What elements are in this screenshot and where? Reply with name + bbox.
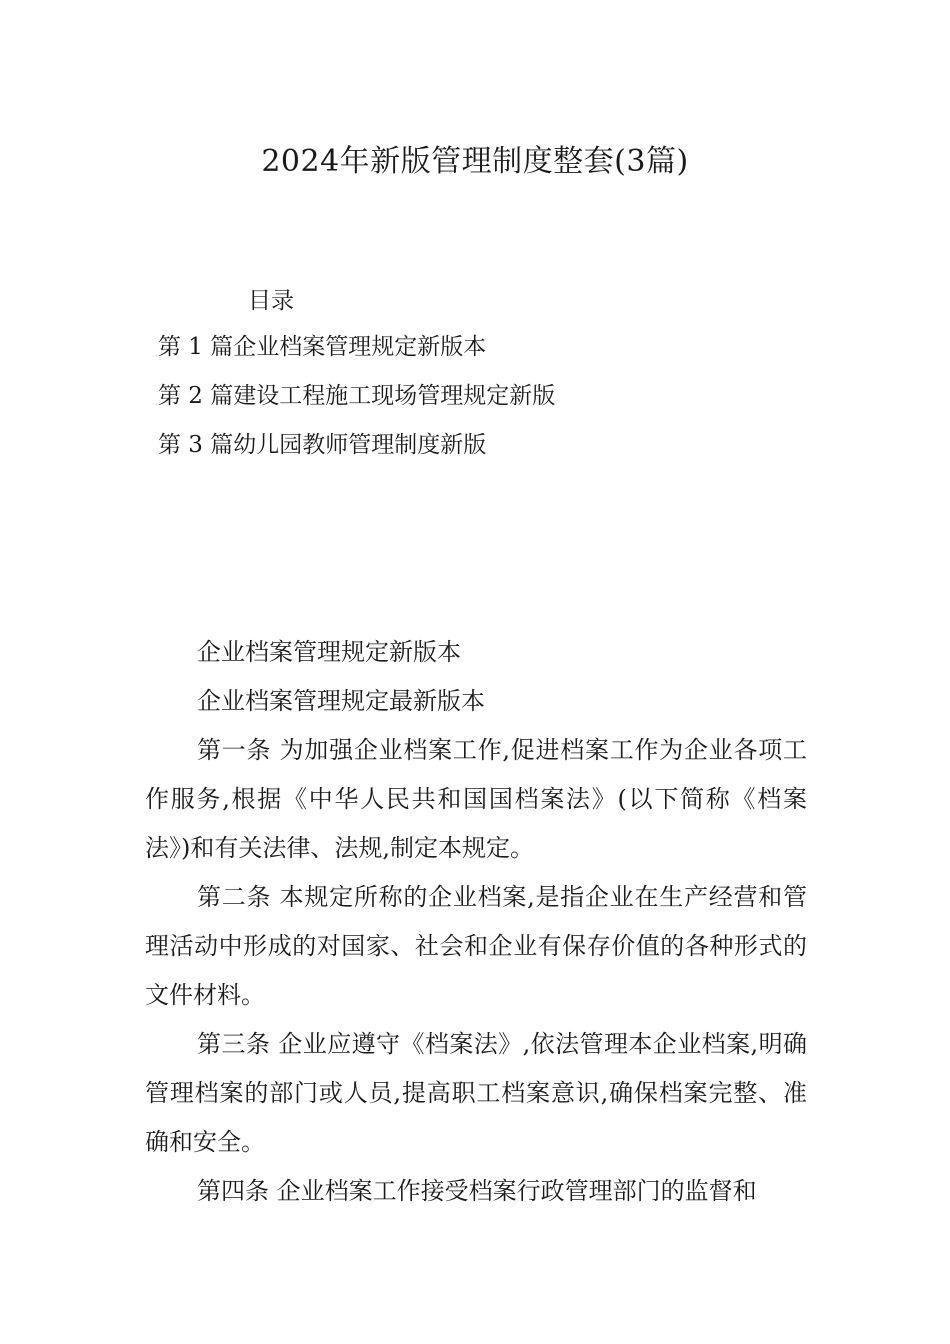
article-2-paragraph: 第二条 本规定所称的企业档案,是指企业在生产经营和管理活动中形成的对国家、社会和企业有保存价值的各种形式的文件材料。: [145, 883, 807, 1009]
document-title: 2024年新版管理制度整套(3篇): [261, 144, 689, 179]
article-1-paragraph: 第一条 为加强企业档案工作,促进档案工作为企业各项工作服务,根据《中华人民共和国国档案法》(以下简称《档案法》)和有关法律、法规,制定本规定。: [145, 736, 807, 862]
toc-item-3[interactable]: 第 3 篇幼儿园教师管理制度新版: [158, 432, 487, 458]
article-3-paragraph: 第三条 企业应遵守《档案法》,依法管理本企业档案,明确管理档案的部门或人员,提高职工档案意识,确保档案完整、准确和安全。: [145, 1030, 807, 1156]
toc-item-2[interactable]: 第 2 篇建设工程施工现场管理规定新版: [158, 383, 556, 409]
table-of-contents: [158, 332, 555, 479]
section-body: [145, 628, 807, 1216]
section-subheading: 企业档案管理规定最新版本: [197, 687, 485, 715]
section-heading: 企业档案管理规定新版本: [197, 638, 461, 666]
toc-heading: 目录: [248, 288, 294, 314]
toc-item-1[interactable]: 第 1 篇企业档案管理规定新版本: [158, 334, 487, 360]
article-4-paragraph: 第四条 企业档案工作接受档案行政管理部门的监督和: [197, 1177, 757, 1205]
